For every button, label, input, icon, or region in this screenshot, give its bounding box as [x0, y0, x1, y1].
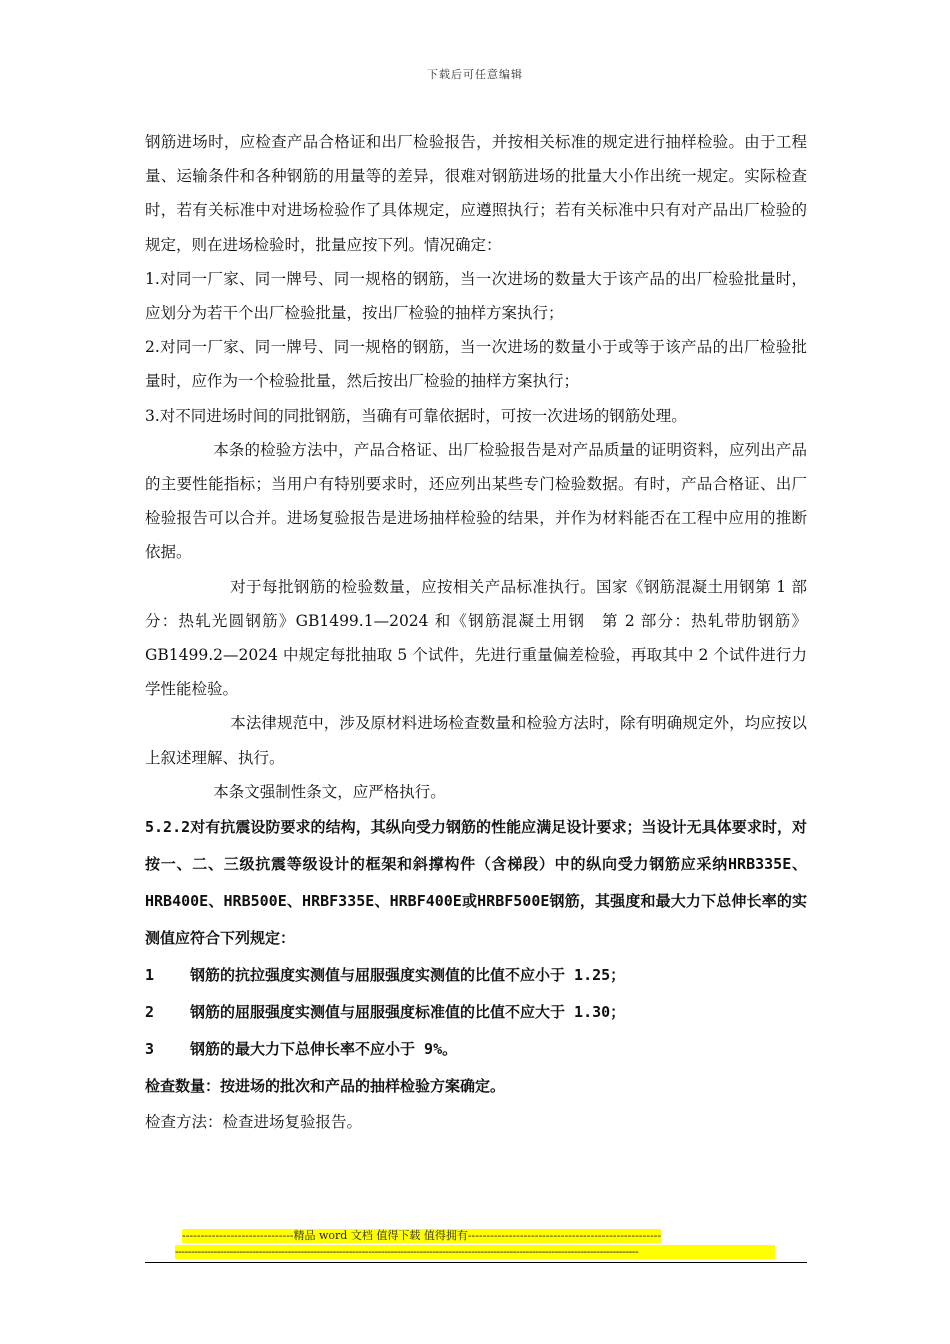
clause-5-2-2: 5.2.2对有抗震设防要求的结构，其纵向受力钢筋的性能应满足设计要求；当设计无具体要求时，对按一、二、三级抗震等级设计的框架和斜撑构件（含梯段）中的纵向受力钢筋应采纳HRB335E、HRB400E、HRB500E、HRBF335E、HRBF400E或HRBF500E钢筋，其强度和最大力下总伸长率的实测值应符合下列规定：: [145, 818, 807, 948]
rule-text: 钢筋的屈服强度实测值与屈服强度标准值的比值不应大于 1.30；: [190, 1003, 626, 1022]
rule-item-3: [145, 1031, 807, 1068]
intro-paragraph: 钢筋进场时，应检查产品合格证和出厂检验报告，并按相关标准的规定进行抽样检验。由于工程量、运输条件和各种钢筋的用量等的差异，很难对钢筋进场的批量大小作出统一规定。实际检查时，若有关标准中对进场检验作了具体规定，应遵照执行；若有关标准中只有对产品出厂检验的规定，则在进场检验时，批量应按下列。情况确定：: [145, 133, 807, 254]
scope-paragraph: 本法律规范中，涉及原材料进场检查数量和检验方法时，除有明确规定外，均应按以上叙述理解、执行。: [145, 714, 807, 767]
mandatory-paragraph: 本条文强制性条文，应严格执行。: [213, 782, 446, 801]
rule-text: 钢筋的最大力下总伸长率不应小于 9%。: [190, 1040, 458, 1059]
check-method: 检查方法：检查进场复验报告。: [145, 1113, 363, 1132]
rule-item-2: [145, 994, 807, 1031]
rule-number: 3: [145, 1040, 155, 1059]
footer-banner: ------------------------------精品 word 文档 值得下载 值得拥有----------------------------------------------------: [182, 1229, 662, 1242]
check-quantity: 检查数量：按进场的批次和产品的抽样检验方案确定。: [145, 1077, 506, 1096]
footer-divider: [145, 1262, 807, 1263]
rule-item-1: [145, 957, 807, 994]
page-header: 下载后可任意编辑: [427, 68, 523, 81]
list-item-1: 1.对同一厂家、同一牌号、同一规格的钢筋，当一次进场的数量大于该产品的出厂检验批量时，应划分为若干个出厂检验批量，按出厂检验的抽样方案执行；: [145, 269, 807, 323]
rule-text: 钢筋的抗拉强度实测值与屈服强度实测值的比值不应小于 1.25；: [190, 966, 626, 985]
quantity-paragraph: 对于每批钢筋的检验数量，应按相关产品标准执行。国家《钢筋混凝土用钢第 1 部分：热轧光圆钢筋》GB1499.1—2024 和《钢筋混凝土用钢 第 2 部分：热轧带肋钢筋》GB1499.2—2024 中规定每批抽取 5 个试件，先进行重量偏差检验，再取其中 2 个试件进行力学性能检验。: [145, 577, 807, 699]
rule-number: 2: [145, 1003, 155, 1022]
list-item-3: 3.对不同进场时间的同批钢筋，当确有可靠依据时，可按一次进场的钢筋处理。: [145, 406, 687, 425]
rule-number: 1: [145, 966, 155, 985]
footer-dashes: ------------------------------------------------------------------------------------------------------------------------------------------------: [175, 1245, 775, 1259]
document-body: [145, 125, 807, 1139]
method-paragraph: 本条的检验方法中，产品合格证、出厂检验报告是对产品质量的证明资料，应列出产品的主要性能指标；当用户有特别要求时，还应列出某些专门检验数据。有时，产品合格证、出厂检验报告可以合并。进场复验报告是进场抽样检验的结果，并作为材料能否在工程中应用的推断依据。: [145, 440, 807, 562]
list-item-2: 2.对同一厂家、同一牌号、同一规格的钢筋，当一次进场的数量小于或等于该产品的出厂检验批量时，应作为一个检验批量，然后按出厂检验的抽样方案执行；: [145, 338, 807, 391]
